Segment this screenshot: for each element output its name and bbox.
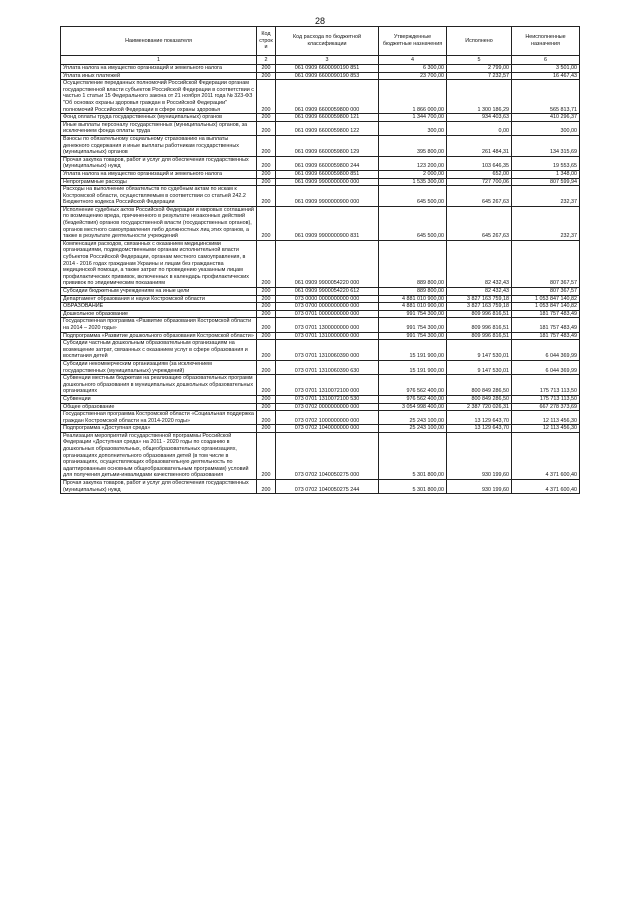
row-kbk: 073 0701 1310060390 000 <box>276 340 379 361</box>
row-unexecuted: 19 553,65 <box>512 156 580 170</box>
col-header-unexecuted: Неисполненные назначения <box>512 27 580 56</box>
row-approved: 991 754 300,00 <box>379 310 447 318</box>
row-executed: 930 199,60 <box>447 432 512 479</box>
row-name: Взносы по обязательному социальному страхованию на выплаты денежного содержания и иные выплаты работникам государственных (муниципальных) органов <box>61 135 257 156</box>
table-row <box>61 332 580 340</box>
row-unexecuted: 6 044 369,99 <box>512 360 580 374</box>
row-code: 200 <box>257 318 276 332</box>
row-kbk: 061 0909 6600059800 244 <box>276 156 379 170</box>
row-kbk: 061 0909 6600090190 853 <box>276 72 379 80</box>
row-kbk: 073 0702 1040000000 000 <box>276 425 379 433</box>
row-name: Компенсация расходов, связанных с оказанием медицинскими организациями, подведомственными органам исполнительной власти субъектов Российской Федерации, органам местного самоуправления, в 2014 - 2016 годах гражданам Украины и лицам без гражданства медицинской помощи, а также затрат по проведению указанным лицам профилактических прививок, включенных в календарь профилактических прививок по эпидемическим показаниям <box>61 240 257 287</box>
row-unexecuted: 807 599,94 <box>512 178 580 186</box>
row-code: 200 <box>257 206 276 240</box>
table-row <box>61 318 580 332</box>
row-approved: 889 800,00 <box>379 240 447 287</box>
row-name: Расходы на выполнение обязательств по судебным актам по искам к Костромской области, осуществляемым в соответствии со статьей 242.2 Бюджетного кодекса Российской Федерации <box>61 186 257 207</box>
row-unexecuted: 1 053 847 140,82 <box>512 303 580 311</box>
row-code: 200 <box>257 121 276 135</box>
row-kbk: 073 0701 1310072100 000 <box>276 375 379 396</box>
row-name: ОБРАЗОВАНИЕ <box>61 303 257 311</box>
row-code: 200 <box>257 425 276 433</box>
row-name: Субсидии бюджетным учреждениям на иные цели <box>61 288 257 296</box>
table-row <box>61 170 580 178</box>
row-kbk: 073 0701 1310000000 000 <box>276 332 379 340</box>
row-kbk: 073 0701 1310060390 630 <box>276 360 379 374</box>
row-approved: 645 500,00 <box>379 206 447 240</box>
row-approved: 976 562 400,00 <box>379 375 447 396</box>
col-header-name: Наименование показателя <box>61 27 257 56</box>
row-name: Субсидии некоммерческим организациям (за исключением государственных (муниципальных) учреждений) <box>61 360 257 374</box>
col-number: 2 <box>257 56 276 65</box>
row-kbk: 073 0700 0000000000 000 <box>276 303 379 311</box>
row-approved: 25 243 100,00 <box>379 425 447 433</box>
col-header-kbk: Код расхода по бюджетной классификации <box>276 27 379 56</box>
table-row <box>61 80 580 114</box>
table-row <box>61 403 580 411</box>
row-approved: 1 866 000,00 <box>379 80 447 114</box>
row-code: 200 <box>257 295 276 303</box>
row-approved: 25 243 100,00 <box>379 411 447 425</box>
row-name: Иные выплаты персоналу государственных (муниципальных) органов, за исключением фонда оплаты труда <box>61 121 257 135</box>
table-row <box>61 178 580 186</box>
row-name: Субвенции местным бюджетам на реализацию образовательных программ дошкольного образования в муниципальных дошкольных образовательных организациях <box>61 375 257 396</box>
table-row <box>61 72 580 80</box>
row-code: 200 <box>257 340 276 361</box>
col-number: 5 <box>447 56 512 65</box>
row-executed: 727 700,06 <box>447 178 512 186</box>
row-name: Уплата иных платежей <box>61 72 257 80</box>
row-unexecuted: 181 757 483,49 <box>512 310 580 318</box>
row-code: 200 <box>257 332 276 340</box>
row-approved: 15 191 900,00 <box>379 360 447 374</box>
row-name: Исполнение судебных актов Российской Федерации и мировых соглашений по возмещению вреда, причиненного в результате незаконных действий (бездействия) органов государственной власти (государственных органов), органов местного самоуправления либо должностных лиц этих органов, а также в результате деятельности учреждений <box>61 206 257 240</box>
table-row <box>61 395 580 403</box>
row-approved: 395 800,00 <box>379 135 447 156</box>
table-row <box>61 310 580 318</box>
row-code: 200 <box>257 403 276 411</box>
row-executed: 3 827 163 759,18 <box>447 303 512 311</box>
row-kbk: 073 0701 1310072100 530 <box>276 395 379 403</box>
row-code: 200 <box>257 186 276 207</box>
table-row <box>61 135 580 156</box>
row-approved: 991 754 300,00 <box>379 318 447 332</box>
row-approved: 1 344 700,00 <box>379 114 447 122</box>
row-kbk: 061 0909 6600059800 129 <box>276 135 379 156</box>
row-approved: 2 000,00 <box>379 170 447 178</box>
row-executed: 9 147 530,01 <box>447 360 512 374</box>
row-executed: 934 403,63 <box>447 114 512 122</box>
row-name: Подпрограмма «Развитие дошкольного образования Костромской области» <box>61 332 257 340</box>
row-unexecuted: 181 757 483,49 <box>512 318 580 332</box>
row-unexecuted: 12 113 456,30 <box>512 425 580 433</box>
row-unexecuted: 410 296,37 <box>512 114 580 122</box>
page-number: 28 <box>314 16 325 26</box>
row-code: 200 <box>257 240 276 287</box>
row-kbk: 061 0909 6600059800 851 <box>276 170 379 178</box>
row-executed: 0,00 <box>447 121 512 135</box>
row-approved: 15 191 900,00 <box>379 340 447 361</box>
row-executed: 809 996 816,51 <box>447 332 512 340</box>
row-kbk: 061 0909 9900054220 000 <box>276 240 379 287</box>
row-approved: 3 054 998 400,00 <box>379 403 447 411</box>
row-executed: 3 827 163 759,18 <box>447 295 512 303</box>
row-name: Прочая закупка товаров, работ и услуг для обеспечения государственных (муниципальных) нужд <box>61 480 257 494</box>
row-unexecuted: 175 713 113,50 <box>512 395 580 403</box>
row-approved: 976 562 400,00 <box>379 395 447 403</box>
row-approved: 5 301 800,00 <box>379 432 447 479</box>
row-kbk: 073 0701 0000000000 000 <box>276 310 379 318</box>
row-code: 200 <box>257 432 276 479</box>
table-row <box>61 360 580 374</box>
row-kbk: 061 0909 9900000900 831 <box>276 206 379 240</box>
row-kbk: 073 0702 1000000000 000 <box>276 411 379 425</box>
row-executed: 809 996 816,51 <box>447 310 512 318</box>
row-unexecuted: 3 501,00 <box>512 65 580 73</box>
row-executed: 645 267,63 <box>447 186 512 207</box>
row-code: 200 <box>257 395 276 403</box>
col-header-code: Код строк и <box>257 27 276 56</box>
row-name: Дошкольное образование <box>61 310 257 318</box>
row-kbk: 061 0909 9900054220 612 <box>276 288 379 296</box>
row-code: 200 <box>257 156 276 170</box>
row-kbk: 061 0909 6600059800 000 <box>276 80 379 114</box>
row-unexecuted: 12 113 456,30 <box>512 411 580 425</box>
col-number: 6 <box>512 56 580 65</box>
col-header-approved: Утвержденные бюджетные назначения <box>379 27 447 56</box>
row-executed: 13 129 643,70 <box>447 411 512 425</box>
row-code: 200 <box>257 80 276 114</box>
row-executed: 103 646,35 <box>447 156 512 170</box>
row-approved: 123 200,00 <box>379 156 447 170</box>
row-kbk: 061 0909 6600059800 122 <box>276 121 379 135</box>
row-code: 200 <box>257 170 276 178</box>
row-kbk: 061 0909 6600059800 121 <box>276 114 379 122</box>
row-code: 200 <box>257 288 276 296</box>
row-code: 200 <box>257 303 276 311</box>
row-unexecuted: 6 044 369,99 <box>512 340 580 361</box>
table-row <box>61 114 580 122</box>
row-unexecuted: 181 757 483,49 <box>512 332 580 340</box>
row-kbk: 073 0000 0000000000 000 <box>276 295 379 303</box>
row-approved: 6 300,00 <box>379 65 447 73</box>
row-unexecuted: 565 813,71 <box>512 80 580 114</box>
row-kbk: 073 0702 1040050275 000 <box>276 432 379 479</box>
table-row <box>61 480 580 494</box>
row-code: 200 <box>257 72 276 80</box>
row-approved: 1 535 300,00 <box>379 178 447 186</box>
row-executed: 82 432,43 <box>447 288 512 296</box>
row-executed: 800 849 286,50 <box>447 375 512 396</box>
col-number: 3 <box>276 56 379 65</box>
row-approved: 300,00 <box>379 121 447 135</box>
table-row <box>61 375 580 396</box>
row-name: Непрограммные расходы <box>61 178 257 186</box>
row-code: 200 <box>257 114 276 122</box>
table-row <box>61 240 580 287</box>
row-executed: 800 849 286,50 <box>447 395 512 403</box>
row-name: Государственная программа Костромской области «Социальная поддержка граждан Костромской области на 2014-2020 годы» <box>61 411 257 425</box>
col-number: 4 <box>379 56 447 65</box>
row-executed: 1 300 186,29 <box>447 80 512 114</box>
row-executed: 7 232,57 <box>447 72 512 80</box>
row-unexecuted: 667 278 373,69 <box>512 403 580 411</box>
row-executed: 261 484,31 <box>447 135 512 156</box>
row-executed: 652,00 <box>447 170 512 178</box>
table-row <box>61 411 580 425</box>
row-unexecuted: 4 371 600,40 <box>512 432 580 479</box>
row-unexecuted: 807 367,57 <box>512 288 580 296</box>
row-name: Реализация мероприятий государственной программы Российской Федерации «Доступная среда» на 2011 - 2020 годы по созданию в дошкольных образовательных, общеобразовательных организациях, организациях дополнительного образования детей (в том числе в организациях, осуществляющих образовательную деятельность по адаптированным основным общеобразовательным программам) условий для получения детьми-инвалидами качественного образования <box>61 432 257 479</box>
row-unexecuted: 232,37 <box>512 206 580 240</box>
row-code: 200 <box>257 480 276 494</box>
row-code: 200 <box>257 135 276 156</box>
row-approved: 4 881 010 900,00 <box>379 303 447 311</box>
row-name: Общее образование <box>61 403 257 411</box>
row-unexecuted: 134 315,69 <box>512 135 580 156</box>
budget-execution-table <box>60 26 580 494</box>
row-kbk: 061 0909 9900000000 000 <box>276 178 379 186</box>
row-kbk: 073 0702 0000000000 000 <box>276 403 379 411</box>
row-executed: 9 147 530,01 <box>447 340 512 361</box>
table-row <box>61 156 580 170</box>
row-unexecuted: 300,00 <box>512 121 580 135</box>
row-unexecuted: 232,37 <box>512 186 580 207</box>
row-executed: 2 387 720 026,31 <box>447 403 512 411</box>
table-row <box>61 432 580 479</box>
col-number: 1 <box>61 56 257 65</box>
row-name: Государственная программа «Развитие образования Костромской области на 2014 – 2020 годы» <box>61 318 257 332</box>
table-row <box>61 288 580 296</box>
row-name: Фонд оплаты труда государственных (муниципальных) органов <box>61 114 257 122</box>
row-executed: 13 129 643,70 <box>447 425 512 433</box>
row-kbk: 073 0701 1300000000 000 <box>276 318 379 332</box>
table-row <box>61 295 580 303</box>
row-unexecuted: 16 467,43 <box>512 72 580 80</box>
row-code: 200 <box>257 411 276 425</box>
row-executed: 82 432,43 <box>447 240 512 287</box>
row-executed: 809 996 816,51 <box>447 318 512 332</box>
row-code: 200 <box>257 375 276 396</box>
col-header-executed: Исполнено <box>447 27 512 56</box>
row-name: Уплата налога на имущество организаций и земельного налога <box>61 170 257 178</box>
row-name: Субсидии частным дошкольным образовательным организациям на возмещение затрат, связанных с оказанием услуг в сфере образования и воспитания детей <box>61 340 257 361</box>
row-unexecuted: 4 371 600,40 <box>512 480 580 494</box>
table-row <box>61 340 580 361</box>
table-row <box>61 206 580 240</box>
row-unexecuted: 1 348,00 <box>512 170 580 178</box>
row-name: Субвенции <box>61 395 257 403</box>
row-code: 200 <box>257 360 276 374</box>
row-code: 200 <box>257 65 276 73</box>
row-unexecuted: 1 053 847 140,82 <box>512 295 580 303</box>
row-name: Осуществление переданных полномочий Российской Федерации органам государственной власти субъектов Российской Федерации в соответствии с частью 1 статьи 15 Федерального закона от 21 ноября 2011 года № 323-ФЗ "Об основах охраны здоровья граждан в Российской Федерации" полномочий Российской Федерации в сфере охраны здоровья <box>61 80 257 114</box>
row-executed: 645 267,63 <box>447 206 512 240</box>
column-number-row <box>61 56 580 65</box>
row-name: Уплата налога на имущество организаций и земельного налога <box>61 65 257 73</box>
row-kbk: 073 0702 1040050275 244 <box>276 480 379 494</box>
row-approved: 23 700,00 <box>379 72 447 80</box>
table-row <box>61 303 580 311</box>
row-unexecuted: 175 713 113,50 <box>512 375 580 396</box>
row-name: Прочая закупка товаров, работ и услуг для обеспечения государственных (муниципальных) нужд <box>61 156 257 170</box>
table-row <box>61 121 580 135</box>
row-name: Подпрограмма «Доступная среда» <box>61 425 257 433</box>
row-kbk: 061 0909 9900000900 000 <box>276 186 379 207</box>
row-kbk: 061 0909 6600090190 851 <box>276 65 379 73</box>
row-approved: 889 800,00 <box>379 288 447 296</box>
table-header-row <box>61 27 580 56</box>
table-row <box>61 425 580 433</box>
table-row <box>61 186 580 207</box>
table-row <box>61 65 580 73</box>
row-code: 200 <box>257 178 276 186</box>
row-name: Департамент образования и науки Костромской области <box>61 295 257 303</box>
row-unexecuted: 807 367,57 <box>512 240 580 287</box>
row-code: 200 <box>257 310 276 318</box>
row-executed: 930 199,60 <box>447 480 512 494</box>
row-approved: 5 301 800,00 <box>379 480 447 494</box>
row-approved: 991 754 300,00 <box>379 332 447 340</box>
row-approved: 645 500,00 <box>379 186 447 207</box>
row-executed: 2 799,00 <box>447 65 512 73</box>
row-approved: 4 881 010 900,00 <box>379 295 447 303</box>
